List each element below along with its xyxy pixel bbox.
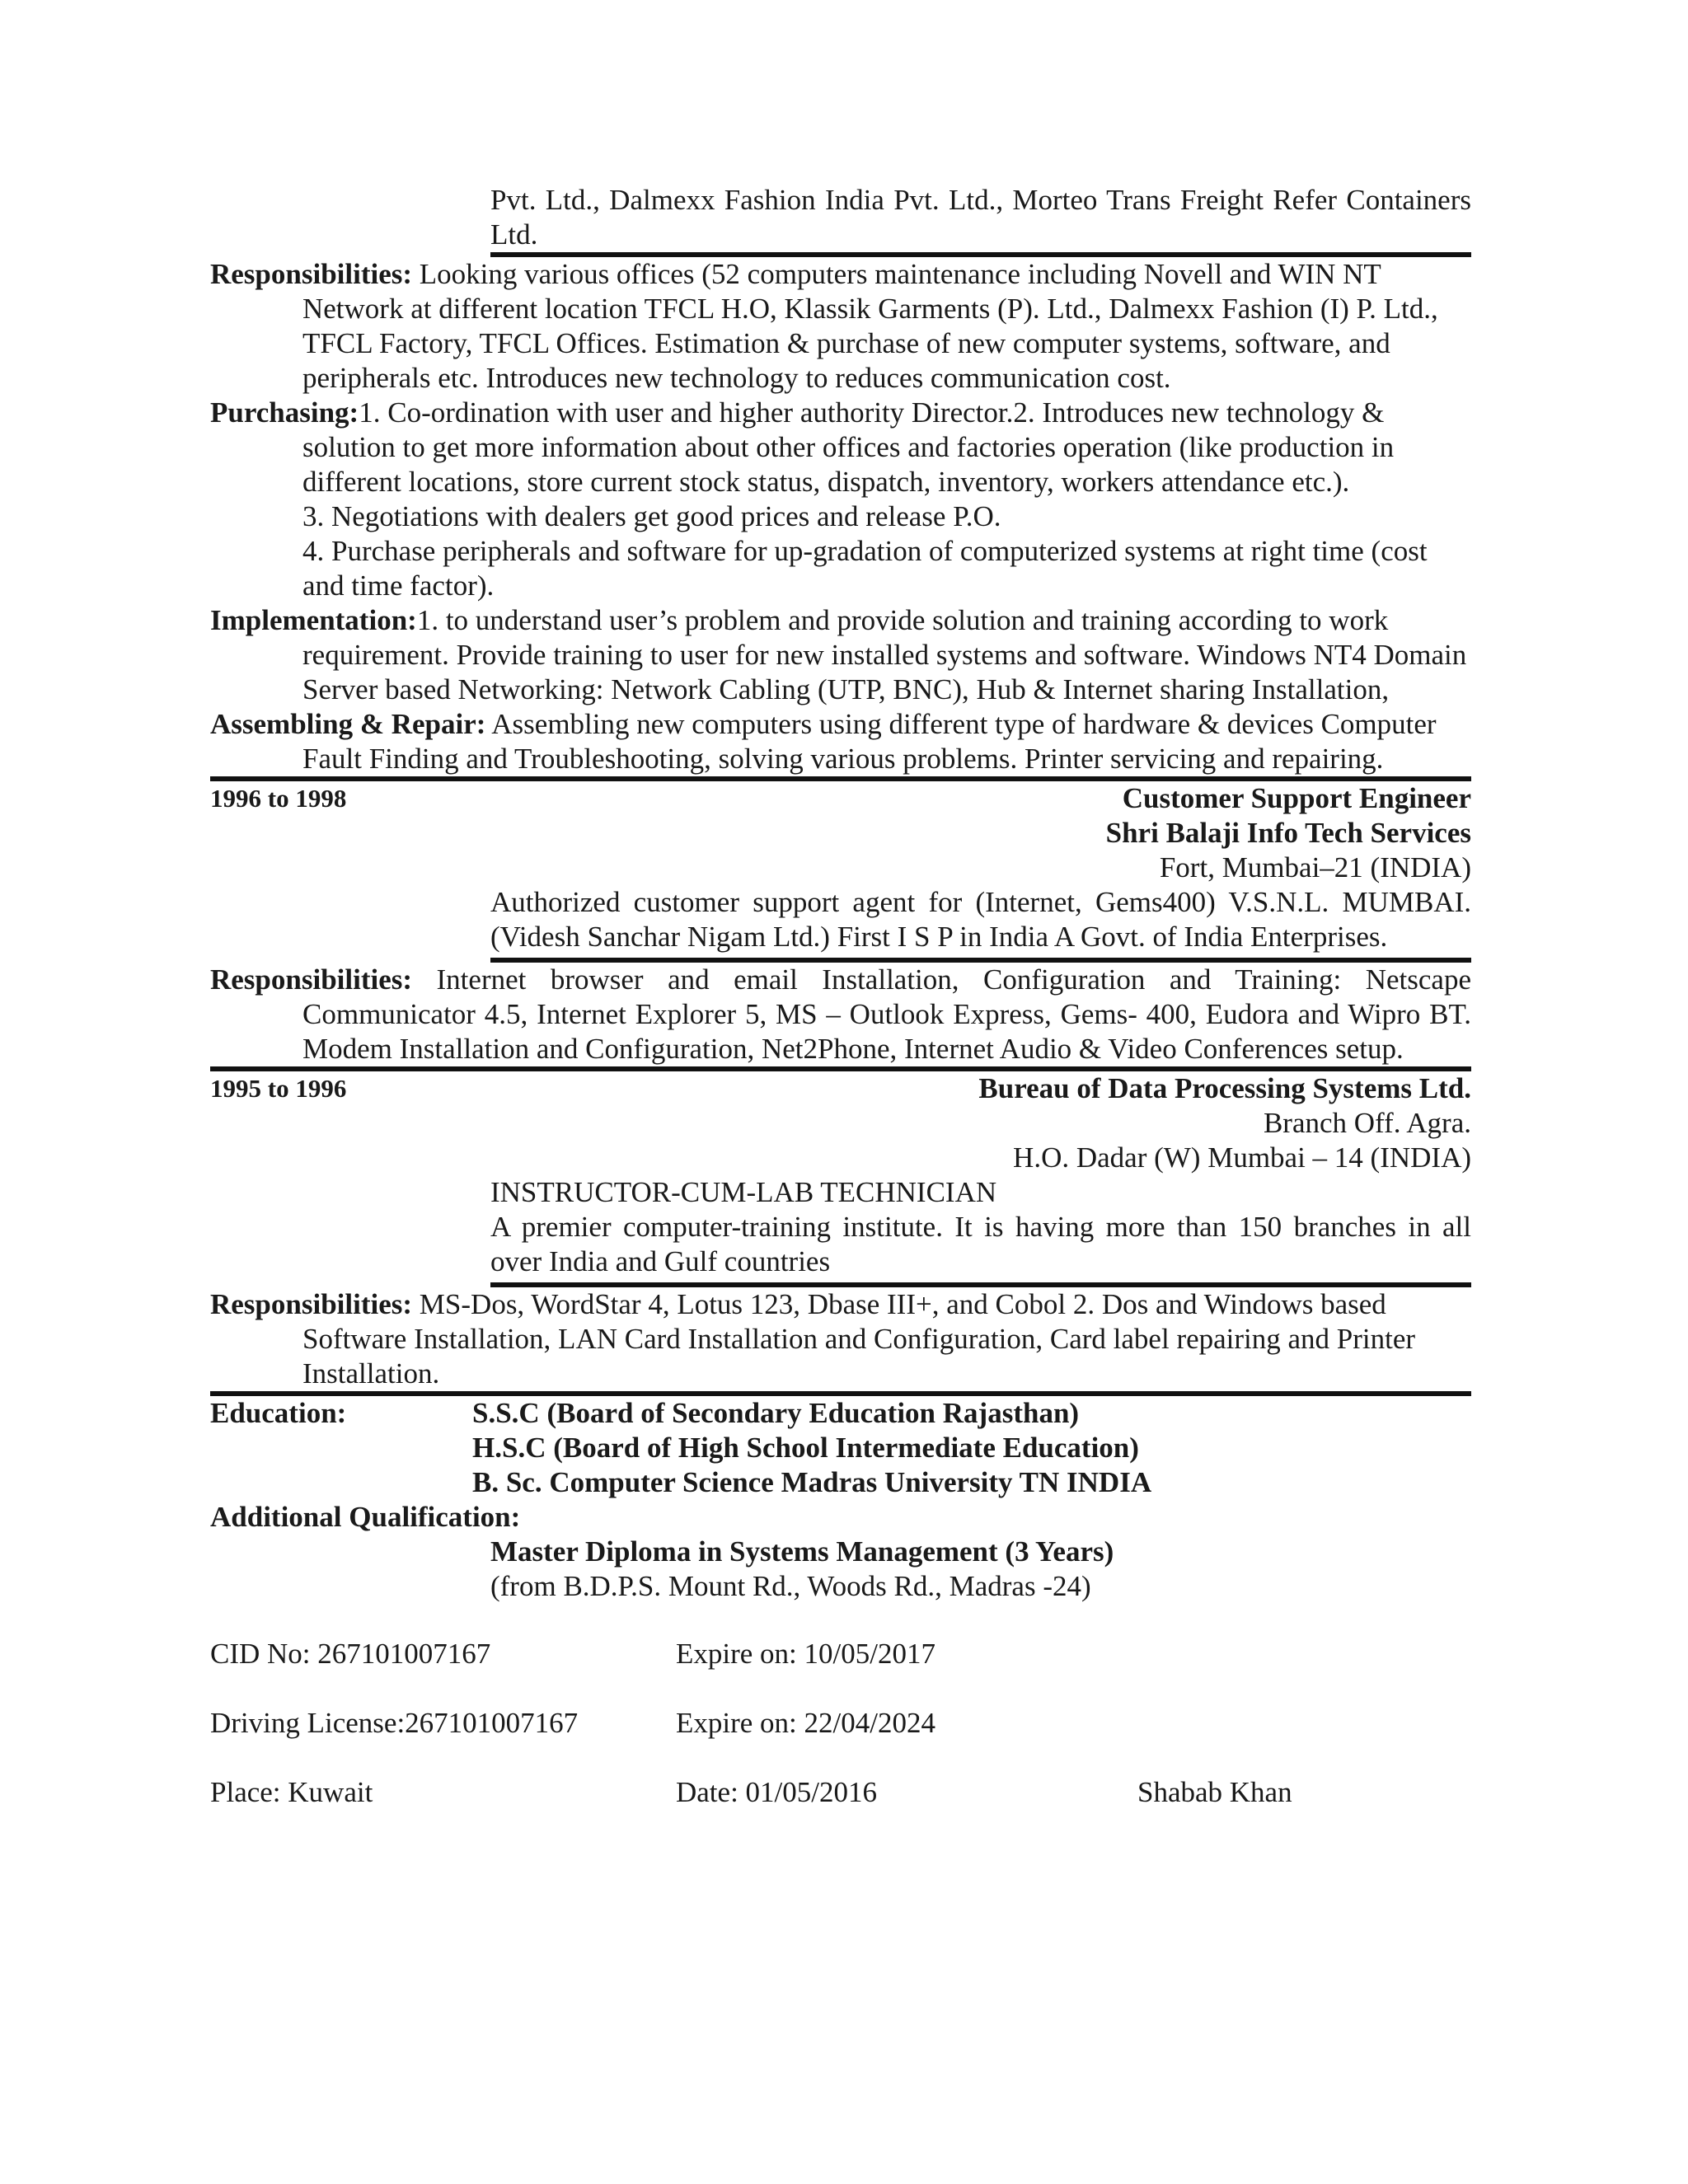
job3-description: A premier computer-training institute. It is having more than 150 branches in all over India and Gulf countries (490, 1211, 1471, 1277)
education-section (210, 1396, 1471, 1500)
place: Place: Kuwait (210, 1776, 373, 1808)
job2-company: Shri Balaji Info Tech Services (1105, 817, 1471, 849)
implementation-text: 1. to understand user’s problem and provide solution and training according to work requirement. Provide training to user for new installed systems and software. Windows NT4 Domain Server based Networking: Network Cabling (UTP, BNC), Hub & Internet sharing Installation, (302, 604, 1467, 705)
resume-page (210, 183, 1471, 1810)
education-item: H.S.C (Board of High School Intermediate Education) (472, 1432, 1139, 1464)
job2-responsibilities (210, 963, 1471, 1066)
implementation-label: Implementation: (210, 604, 417, 636)
job3-title: INSTRUCTOR-CUM-LAB TECHNICIAN (490, 1176, 997, 1208)
job2-location: Fort, Mumbai–21 (INDIA) (1159, 851, 1471, 883)
responsibilities-label: Responsibilities: (210, 963, 413, 996)
job3-branch: Branch Off. Agra. (1263, 1107, 1471, 1139)
job1-implementation (210, 603, 1471, 707)
license-row (210, 1706, 1471, 1741)
job1-assembling (210, 707, 1471, 776)
job2-title: Customer Support Engineer (1122, 782, 1471, 814)
intro-companies: Pvt. Ltd., Dalmexx Fashion India Pvt. Ltd., Morteo Trans Freight Refer Containers Ltd. (490, 184, 1471, 251)
job2-header (210, 781, 1471, 885)
responsibilities-label: Responsibilities: (210, 1288, 413, 1320)
job2-heading (1106, 781, 1471, 885)
license-expiry: Expire on: 22/04/2024 (676, 1707, 935, 1739)
responsibilities-label: Responsibilities: (210, 258, 413, 290)
education-items (472, 1396, 1151, 1500)
assembling-text: Assembling new computers using different type of hardware & devices Computer Fault Finding and Troubleshooting, solving various problems. Printer servicing and repairing. (302, 708, 1437, 775)
job3-heading (978, 1071, 1471, 1175)
education-label: Education: (210, 1397, 347, 1429)
signature-row (210, 1775, 1471, 1810)
signatory-name: Shabab Khan (1137, 1776, 1292, 1808)
purchasing-label: Purchasing: (210, 396, 359, 429)
personal-details (210, 1637, 1471, 1810)
additional-qualification-label: Additional Qualification: (210, 1501, 521, 1533)
additional-qualification-detail: (from B.D.P.S. Mount Rd., Woods Rd., Madras -24) (490, 1570, 1091, 1602)
job2-description: Authorized customer support agent for (Internet, Gems400) V.S.N.L. MUMBAI. (Videsh Sanchar Nigam Ltd.) First I S P in India A Govt. of India Enterprises. (490, 886, 1471, 953)
cid-number: CID No: 267101007167 (210, 1638, 491, 1670)
job3-responsibilities (210, 1287, 1471, 1391)
job3-header (210, 1071, 1471, 1175)
education-item: S.S.C (Board of Secondary Education Rajasthan) (472, 1397, 1080, 1429)
responsibilities-text: Internet browser and email Installation, Configuration and Training: Netscape Communicator 4.5, Internet Explorer 5, MS – Outlook Express, Gems- 400, Eudora and Wipro BT. Modem Installation and Configuration, Net2Phone, Internet Audio & Video Conferences setup. (302, 963, 1471, 1065)
cid-row (210, 1637, 1471, 1671)
responsibilities-text: Looking various offices (52 computers maintenance including Novell and WIN NT Network at different location TFCL H.O, Klassik Garments (P). Ltd., Dalmexx Fashion (I) P. Ltd., TFCL Factory, TFCL Offices. Estimation & purchase of new computer systems, software, and peripherals etc. Introduces new technology to reduces communication cost. (302, 258, 1438, 394)
cid-expiry: Expire on: 10/05/2017 (676, 1638, 935, 1670)
education-item: B. Sc. Computer Science Madras University TN INDIA (472, 1466, 1152, 1498)
responsibilities-text: MS-Dos, WordStar 4, Lotus 123, Dbase III+, and Cobol 2. Dos and Windows based Software Installation, LAN Card Installation and Configuration, Card label repairing and Printer Installation. (302, 1288, 1416, 1390)
job2-dates: 1996 to 1998 (210, 784, 347, 813)
purchasing-item-3: 3. Negotiations with dealers get good prices and release P.O. (302, 500, 1001, 532)
additional-qualification-title: Master Diploma in Systems Management (3 Years) (490, 1535, 1114, 1568)
date: Date: 01/05/2016 (676, 1776, 877, 1808)
job1-responsibilities (210, 257, 1471, 396)
job3-company: Bureau of Data Processing Systems Ltd. (978, 1072, 1471, 1104)
job3-location: H.O. Dadar (W) Mumbai – 14 (INDIA) (1013, 1141, 1471, 1174)
additional-qualification (210, 1535, 1471, 1604)
license-number: Driving License:267101007167 (210, 1707, 579, 1739)
job3-dates: 1995 to 1996 (210, 1074, 347, 1103)
purchasing-text: 1. Co-ordination with user and higher authority Director.2. Introduces new technology & solution to get more information about other offices and factories operation (like production in different locations, store current stock status, dispatch, inventory, workers attendance etc.). (302, 396, 1395, 498)
job1-purchasing (210, 396, 1471, 499)
assembling-label: Assembling & Repair: (210, 708, 486, 740)
purchasing-item-4: 4. Purchase peripherals and software for up-gradation of computerized systems at right time (cost and time factor). (302, 535, 1428, 602)
